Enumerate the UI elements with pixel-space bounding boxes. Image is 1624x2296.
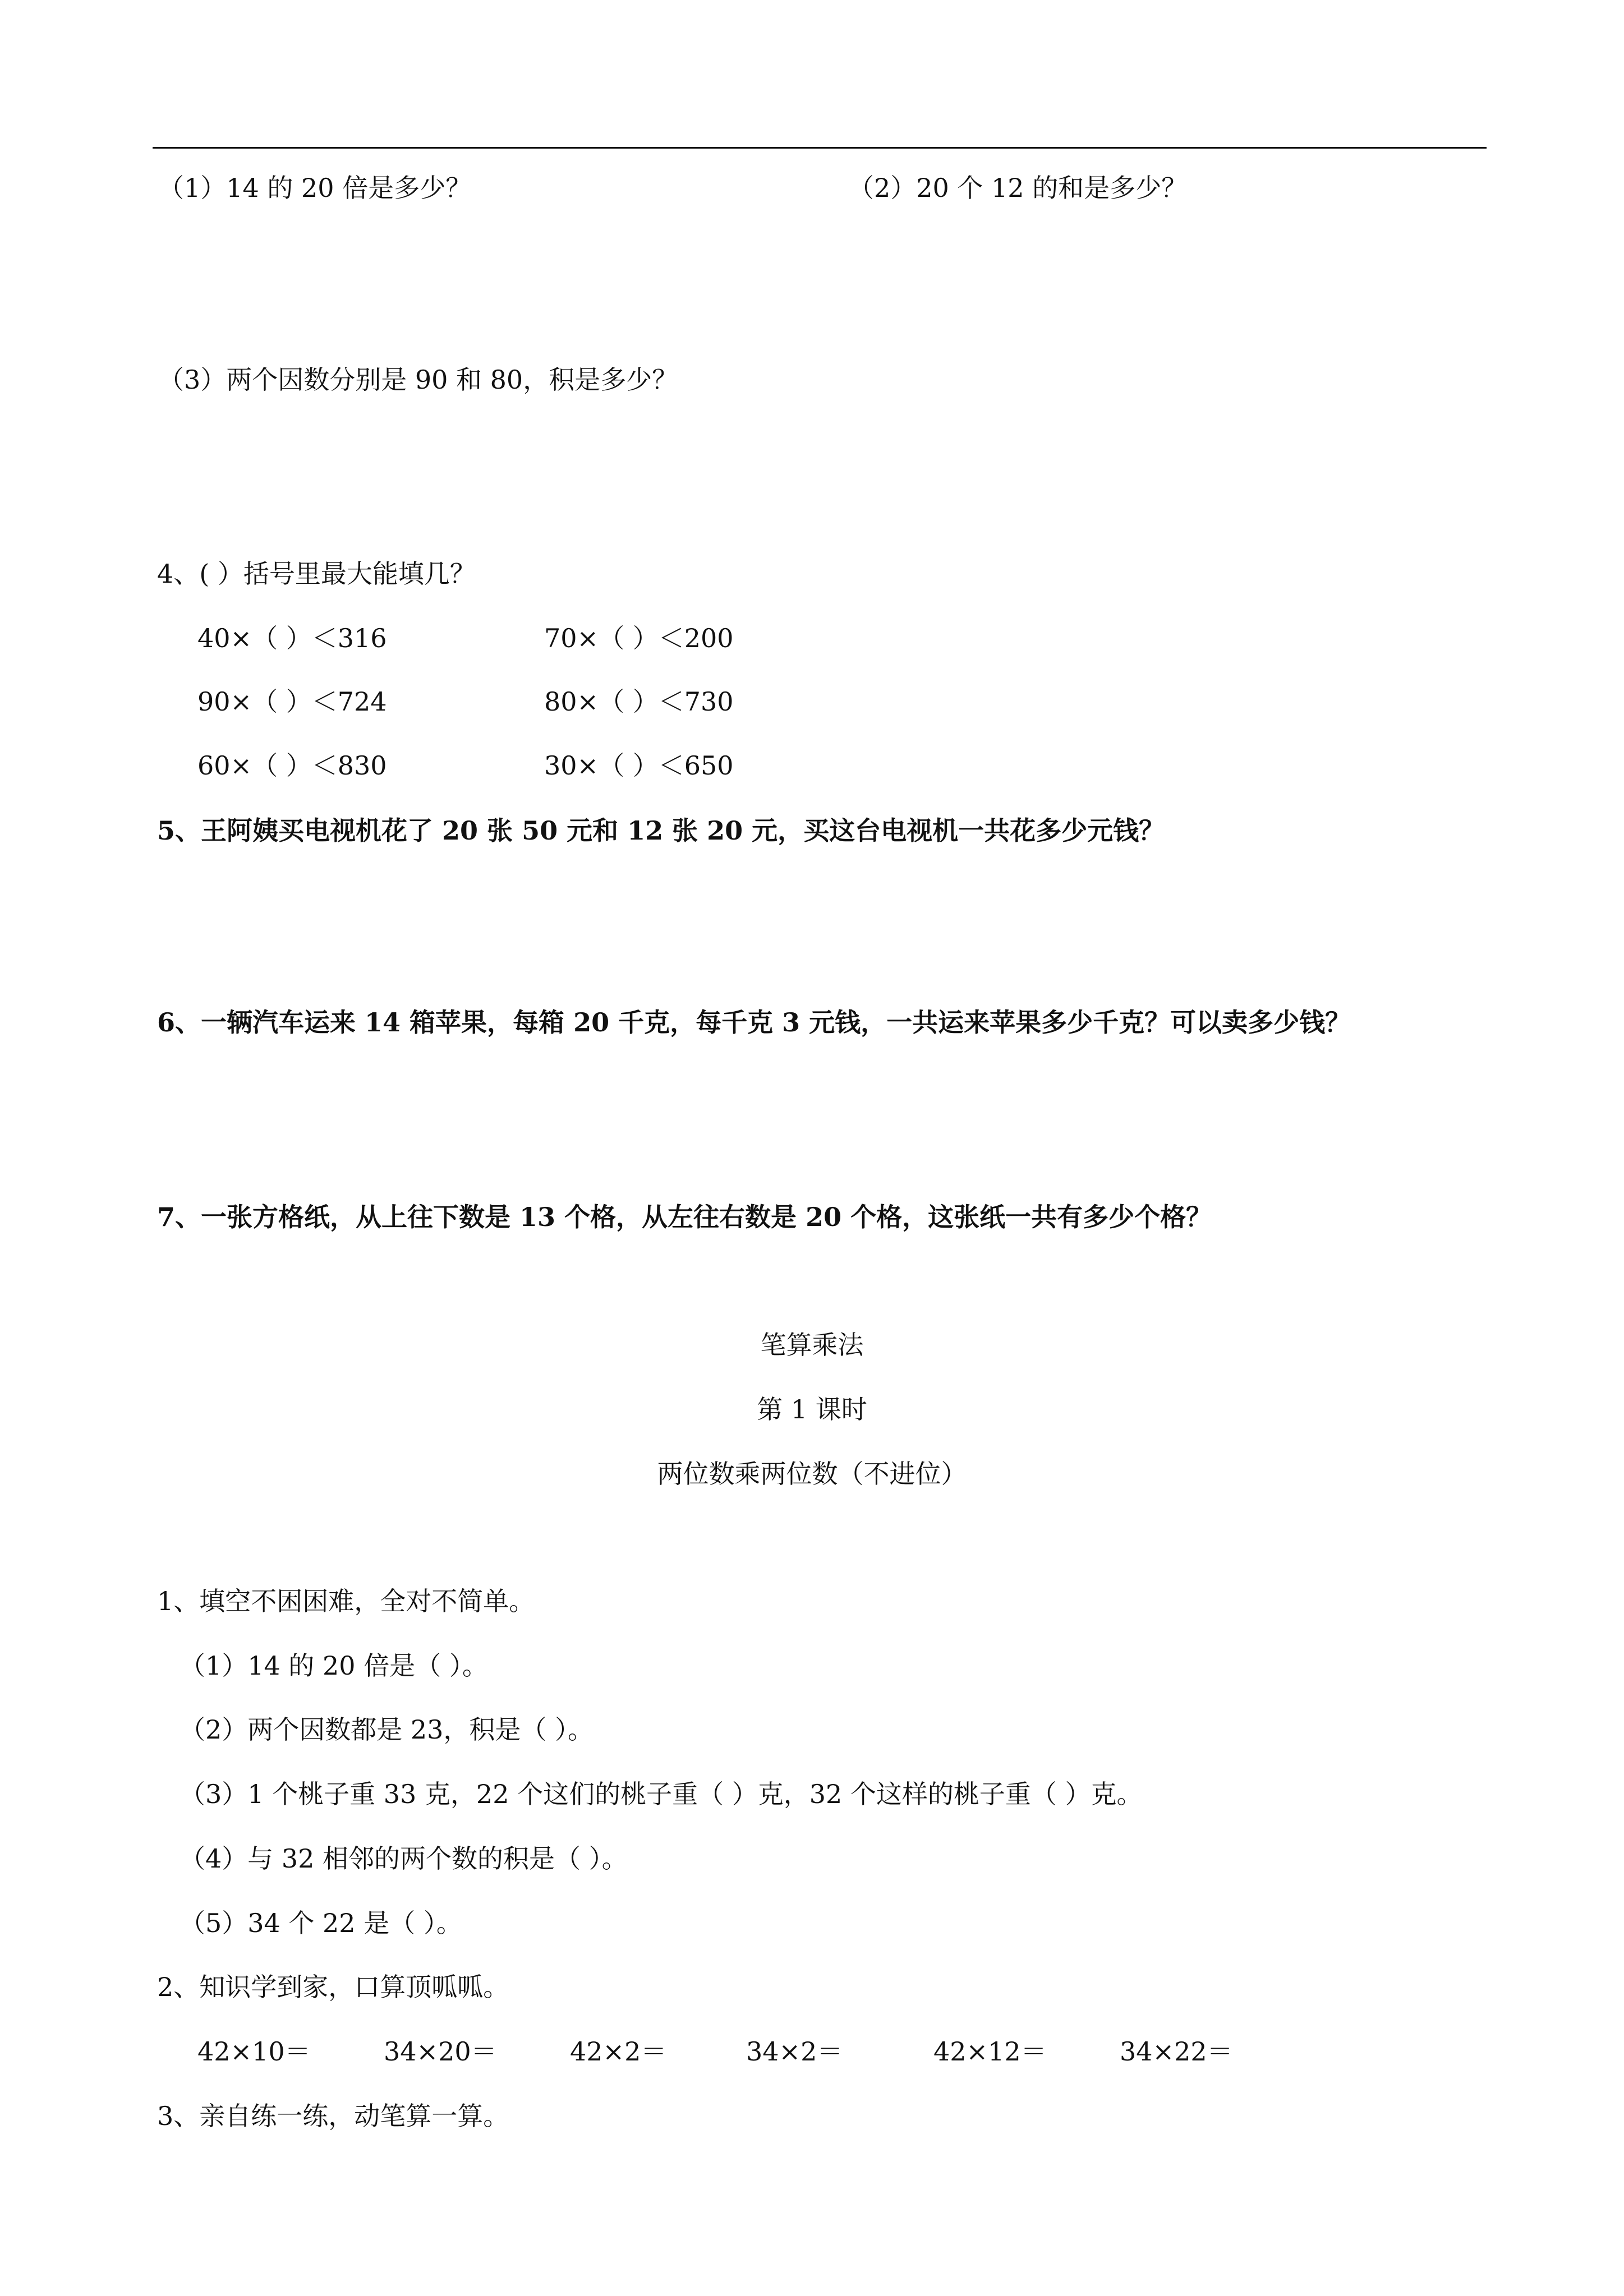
q1-item-3: （3）1 个桃子重 33 克，22 个这们的桃子重（ ）克，32 个这样的桃子重（ ）克。 [180,1779,1143,1809]
q1-item-1: （1）14 的 20 倍是（ ）。 [180,1650,488,1681]
prev-q4-row1-left: 40×（ ）＜316 [197,623,387,653]
prev-q7: 7、一张方格纸，从上往下数是 13 个格，从左往右数是 20 个格，这张纸一共有多少个格？ [157,1202,1212,1232]
section-title: 笔算乘法 [760,1330,864,1360]
q2-expr-2: 34×20＝ [384,2036,497,2067]
header-rule [153,147,1487,149]
prev-q5: 5、王阿姨买电视机花了 20 张 50 元和 12 张 20 元，买这台电视机一共花多少元钱？ [157,815,1165,846]
q1-item-4: （4）与 32 相邻的两个数的积是（ ）。 [180,1843,628,1874]
prev-q4-row3-right: 30×（ ）＜650 [544,750,734,781]
prev-q4-title: 4、( ）括号里最大能填几？ [157,559,476,589]
q1-item-2: （2）两个因数都是 23，积是（ ）。 [180,1714,594,1745]
prev-q6: 6、一辆汽车运来 14 箱苹果，每箱 20 千克，每千克 3 元钱，一共运来苹果多少千克？可以卖多少钱？ [157,1007,1351,1038]
q2-expr-1: 42×10＝ [197,2036,311,2067]
prev-q4-row2-right: 80×（ ）＜730 [544,686,734,717]
q3-title: 3、亲自练一练，动笔算一算。 [157,2101,509,2131]
prev-q3-item-2: （2）20 个 12 的和是多少？ [848,173,1188,203]
prev-q3-item-3: （3）两个因数分别是 90 和 80，积是多少？ [158,365,678,395]
lesson-label: 第 1 课时 [757,1394,867,1424]
q1-title: 1、填空不困困难，全对不简单。 [157,1586,535,1616]
q2-expr-4: 34×2＝ [746,2036,843,2067]
q2-title: 2、知识学到家，口算顶呱呱。 [157,1972,509,2002]
q2-expr-6: 34×22＝ [1120,2036,1233,2067]
section-subtitle: 两位数乘两位数（不进位） [657,1459,967,1489]
prev-q3-item-1: （1）14 的 20 倍是多少？ [158,173,472,203]
prev-q4-row2-left: 90×（ ）＜724 [197,686,387,717]
q2-expr-5: 42×12＝ [933,2036,1047,2067]
prev-q4-row1-right: 70×（ ）＜200 [544,623,734,653]
q1-item-5: （5）34 个 22 是（ ）。 [180,1908,462,1938]
q2-expr-3: 42×2＝ [570,2036,667,2067]
prev-q4-row3-left: 60×（ ）＜830 [197,750,387,781]
